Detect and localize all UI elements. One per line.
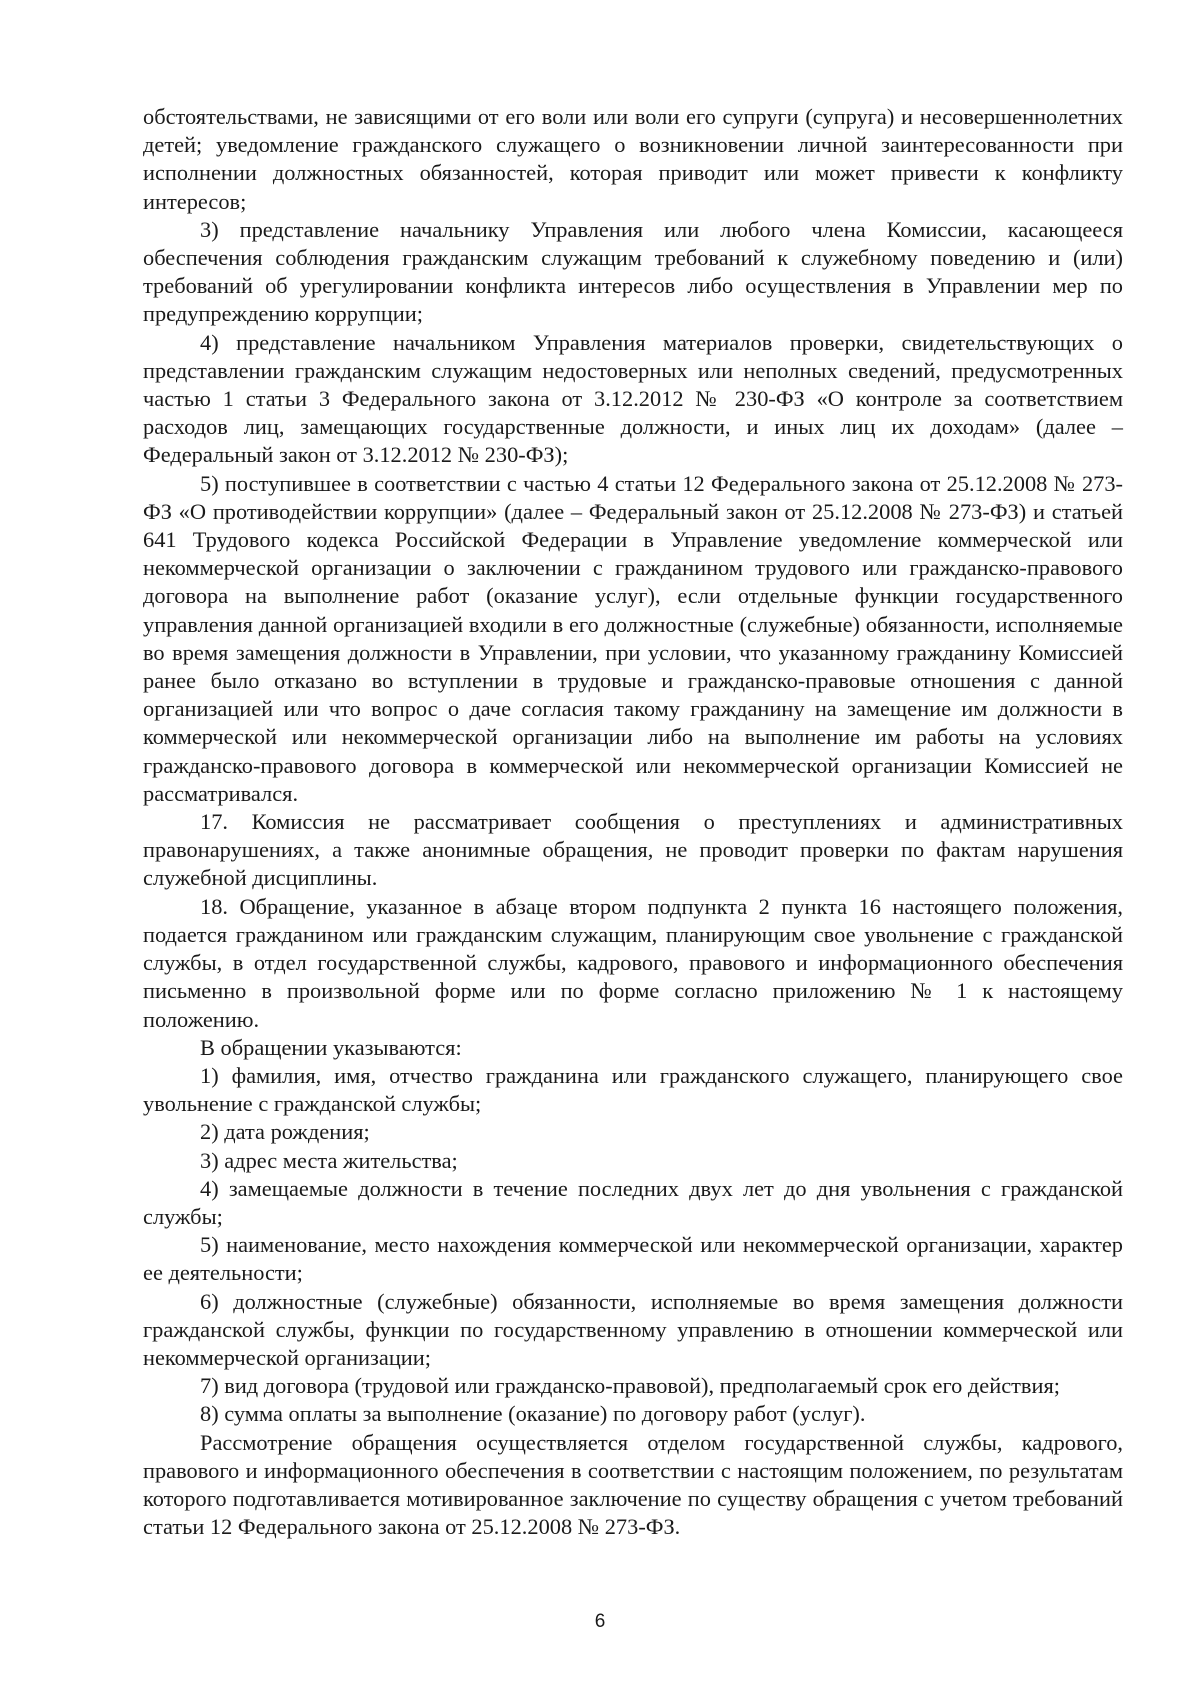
paragraph-list-item-3: 3) адрес места жительства; — [200, 1147, 458, 1173]
paragraph-list-item-1: 1) фамилия, имя, отчество гражданина или гражданского служащего, планирующего свое увольнение с гражданской службы; — [143, 1062, 1123, 1117]
paragraph-item-4: 4) представление начальником Управления материалов проверки, свидетельствующих о представлении гражданским служащим недостоверных или неполных сведений, предусмотренных частью 1 статьи 3 Федерального закона от 3.12.2012 № 230-ФЗ «О контроле за соответствием расходов лиц, замещающих государственные должности, и иных лиц их доходам» (далее – Федеральный закон от 3.12.2012 № 230-ФЗ); — [143, 329, 1123, 468]
paragraph-list-item-5: 5) наименование, место нахождения коммерческой или некоммерческой организации, характер ее деятельности; — [143, 1232, 1123, 1286]
paragraph-item-3: 3) представление начальнику Управления или любого члена Комиссии, касающееся обеспечения соблюдения гражданским служащим требований к служебному поведению и (или) требований об урегулировании конфликта интересов либо осуществления в Управлении мер по предупреждению коррупции; — [143, 216, 1123, 327]
document-body — [143, 103, 1123, 1541]
paragraph-clause-17: 17. Комиссия не рассматривает сообщения о преступлениях и административных правонарушениях, а также анонимные обращения, не проводит проверки по фактам нарушения служебной дисциплины. — [143, 809, 1123, 891]
paragraph-appeal-contents-heading: В обращении указываются: — [200, 1034, 462, 1060]
page-number: 6 — [594, 1611, 606, 1632]
paragraph-list-item-6: 6) должностные (служебные) обязанности, исполняемые во время замещения должности гражданской службы, функции по государственному управлению в отношении коммерческой или некоммерческой организации; — [143, 1288, 1123, 1370]
paragraph-continuation: обстоятельствами, не зависящими от его воли или воли его супруги (супруга) и несовершеннолетних детей; уведомление гражданского служащего о возникновении личной заинтересованности при исполнении должностных обязанностей, которая приводит или может привести к конфликту интересов; — [143, 104, 1123, 214]
paragraph-list-item-4: 4) замещаемые должности в течение последних двух лет до дня увольнения с гражданской службы; — [143, 1175, 1123, 1229]
paragraph-list-item-2: 2) дата рождения; — [200, 1119, 370, 1145]
paragraph-review-procedure: Рассмотрение обращения осуществляется отделом государственной службы, кадрового, правового и информационного обеспечения в соответствии с настоящим положением, по результатам которого подготавливается мотивированное заключение по существу обращения с учетом требований статьи 12 Федерального закона от 25.12.2008 № 273-ФЗ. — [143, 1429, 1123, 1540]
paragraph-list-item-8: 8) сумма оплаты за выполнение (оказание) по договору работ (услуг). — [200, 1401, 866, 1427]
paragraph-list-item-7: 7) вид договора (трудовой или гражданско-правовой), предполагаемый срок его действия; — [200, 1373, 1061, 1399]
paragraph-clause-18: 18. Обращение, указанное в абзаце втором подпункта 2 пункта 16 настоящего положения, подается гражданином или гражданским служащим, планирующим свое увольнение с гражданской службы, в отдел государственной службы, кадрового, правового и информационного обеспечения письменно в произвольной форме или по форме согласно приложению № 1 к настоящему положению. — [143, 893, 1123, 1032]
paragraph-item-5: 5) поступившее в соответствии с частью 4 статьи 12 Федерального закона от 25.12.2008 № 273-ФЗ «О противодействии коррупции» (далее – Федеральный закон от 25.12.2008 № 273-ФЗ) и статьей 641 Трудового кодекса Российской Федерации в Управление уведомление коммерческой или некоммерческой организации о заключении с гражданином трудового или гражданско-правового договора на выполнение работ (оказание услуг), если отдельные функции государственного управления данной организацией входили в его должностные (служебные) обязанности, исполняемые во время замещения должности в Управлении, при условии, что указанному гражданину Комиссией ранее было отказано во вступлении в трудовые и гражданско-правовые отношения с данной организацией или что вопрос о даче согласия такому гражданину на замещение им должности в коммерческой или некоммерческой организации либо на выполнение им работы на условиях гражданско-правового договора в коммерческой или некоммерческой организации Комиссией не рассматривался. — [143, 470, 1123, 806]
